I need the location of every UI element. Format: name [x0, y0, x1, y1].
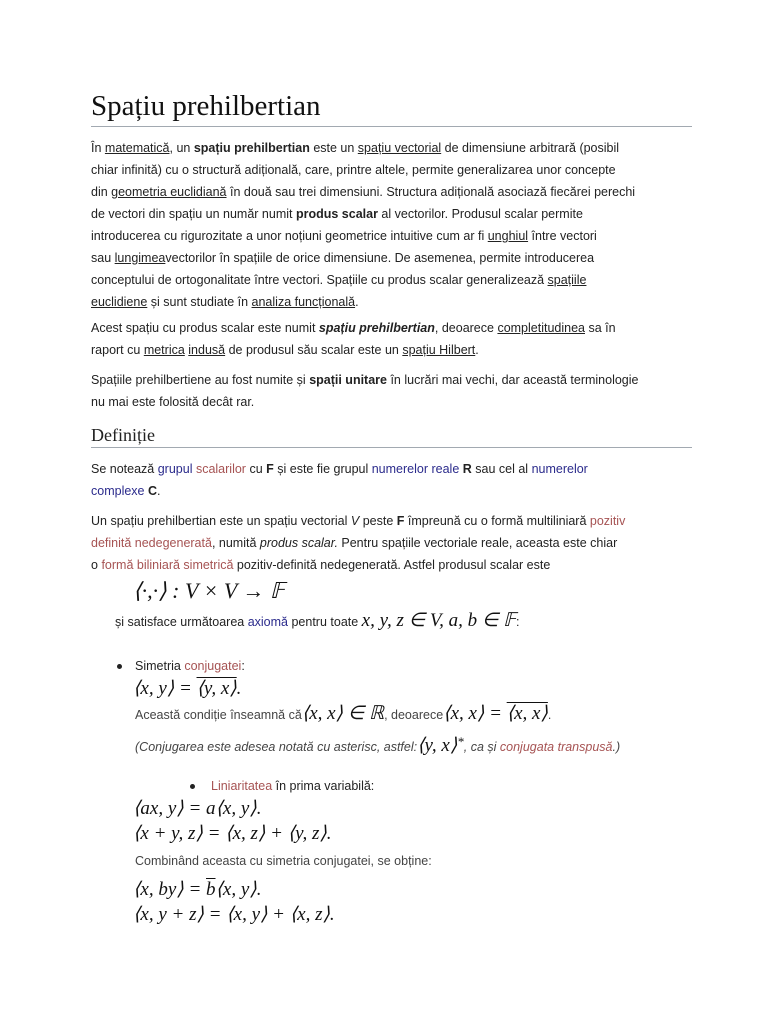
intro-paragraph: În matematică, un spațiu prehilbertian este un spațiu vectorial de dimensiune arbitrară (posibil chiar infinită) cu o structură adițională, care, printre altele, permite generalizarea unor concepte din geometria euclidiană în două sau trei dimensiuni. Structura adițională asociază fiecărei perechi de vectori din spațiu un număr numit produs scalar al vectorilor. Produsul scalar permite introducerea cu rigurozitate a unor noțiuni geometrice intuitive cum ar fi unghiul între vectori sau lungimeavectorilor în spațiile de orice dimensiune. De asemenea, permite introducerea conceptului de ortogonalitate între vectori. Spațiile cu produs scalar generalizează spațiile euclidiene și sunt studiate în analiza funcțională. [91, 141, 636, 309]
page-title: Spațiu prehilbertian [91, 90, 321, 122]
axiom-line: și satisface următoarea axiomă pentru toate x, y, z ∈ V, a, b ∈ 𝔽: [115, 610, 520, 631]
link-metrica[interactable]: metrica [143, 343, 185, 357]
formula-additivity-second: ⟨x, y + z⟩ = ⟨x, y⟩ + ⟨x, z⟩. [133, 904, 335, 925]
link-analiza-functionala[interactable]: analiza funcțională [251, 295, 356, 309]
link-grupul[interactable]: grupul [157, 462, 193, 476]
bullet-simetria: Simetria conjugatei: [135, 659, 245, 673]
link-spatiile-euclidiene[interactable]: spațiile [547, 273, 587, 287]
definition-paragraph-2: Un spațiu prehilbertian este un spațiu vectorial V peste F împreună cu o formă multiliniară pozitiv definită nedegenerată, numită produs scalar. Pentru spațiile vectoriale reale, aceasta este chiar o formă biliniară simetrică pozitiv-definită nedegenerată. Astfel produsul scalar este [91, 514, 626, 572]
link-forma-biliniara-simetrica[interactable]: formă biliniară simetrică [101, 558, 234, 572]
link-unghiul[interactable]: unghiul [487, 229, 529, 243]
link-conjugatei[interactable]: conjugatei [184, 659, 242, 673]
link-numerelor-reale[interactable]: numerelor reale [371, 462, 460, 476]
link-spatiile-euclidiene-cont[interactable]: euclidiene [91, 295, 148, 309]
conjugation-note: (Conjugarea este adesea notată cu asterisc, astfel:⟨y, x⟩*, ca și conjugata transpusă.) [135, 734, 621, 757]
link-conjugata-transpusa[interactable]: conjugata transpusă [499, 740, 613, 755]
combination-note: Combinând aceasta cu simetria conjugatei, se obține: [135, 854, 432, 868]
link-numerelor-complexe-cont[interactable]: complexe [91, 484, 145, 498]
link-completitudinea[interactable]: completitudinea [497, 321, 585, 335]
paragraph-2: Acest spațiu cu produs scalar este numit spațiu prehilbertian, deoarece completitudinea sa în raport cu metrica indusă de produsul său scalar este un spațiu Hilbert. [91, 321, 616, 357]
section-divider [91, 447, 692, 448]
formula-quantifiers: x, y, z ∈ V, a, b ∈ 𝔽 [361, 610, 516, 631]
formula-conjugate-linearity: ⟨x, by⟩ = $\overline{b}⟨x$, y⟩. [133, 879, 262, 900]
link-indusa[interactable]: indusă [188, 343, 226, 357]
link-lungimea[interactable]: lungimea [114, 251, 166, 265]
formula-inner-product: ⟨·,·⟩ : V × V → 𝔽 [133, 578, 285, 603]
formula-symmetry: ⟨x, y⟩ = ⟨y, x⟩. [133, 678, 242, 699]
link-axioma[interactable]: axiomă [247, 615, 288, 629]
link-numerelor-complexe[interactable]: numerelor [531, 462, 588, 476]
link-spatiu-vectorial[interactable]: spațiu vectorial [357, 141, 442, 155]
link-matematica[interactable]: matematică [104, 141, 170, 155]
formula-linearity-scalar: ⟨ax, y⟩ = a⟨x, y⟩. [133, 798, 262, 819]
bullet-marker [190, 784, 195, 789]
link-liniaritatea[interactable]: Liniaritatea [211, 779, 273, 793]
link-scalarilor[interactable]: scalarilor [195, 462, 246, 476]
link-pozitiv-definita-cont[interactable]: definită nedegenerată [91, 536, 212, 550]
definition-paragraph-1: Se notează grupul scalarilor cu F și este fie grupul numerelor reale R sau cel al numerelor complexe C. [91, 462, 588, 498]
link-pozitiv-definita[interactable]: pozitiv [589, 514, 626, 528]
bullet-marker [117, 664, 122, 669]
formula-linearity-sum: ⟨x + y, z⟩ = ⟨x, z⟩ + ⟨y, z⟩. [133, 823, 332, 844]
title-divider [91, 126, 692, 127]
symmetry-note: Această condiție înseamnă că⟨x, x⟩ ∈ ℝ, deoarece⟨x, x⟩ = ⟨x, x⟩. [135, 703, 552, 724]
section-heading-definitie: Definiție [91, 425, 155, 445]
link-spatiu-hilbert[interactable]: spațiu Hilbert [402, 343, 476, 357]
bullet-liniaritatea: Liniaritatea în prima variabilă: [211, 779, 375, 793]
paragraph-3: Spațiile prehilbertiene au fost numite și spații unitare în lucrări mai vechi, dar această terminologie nu mai este folosită decât rar. [91, 373, 639, 409]
link-geometria-euclidiana[interactable]: geometria euclidiană [111, 185, 227, 199]
